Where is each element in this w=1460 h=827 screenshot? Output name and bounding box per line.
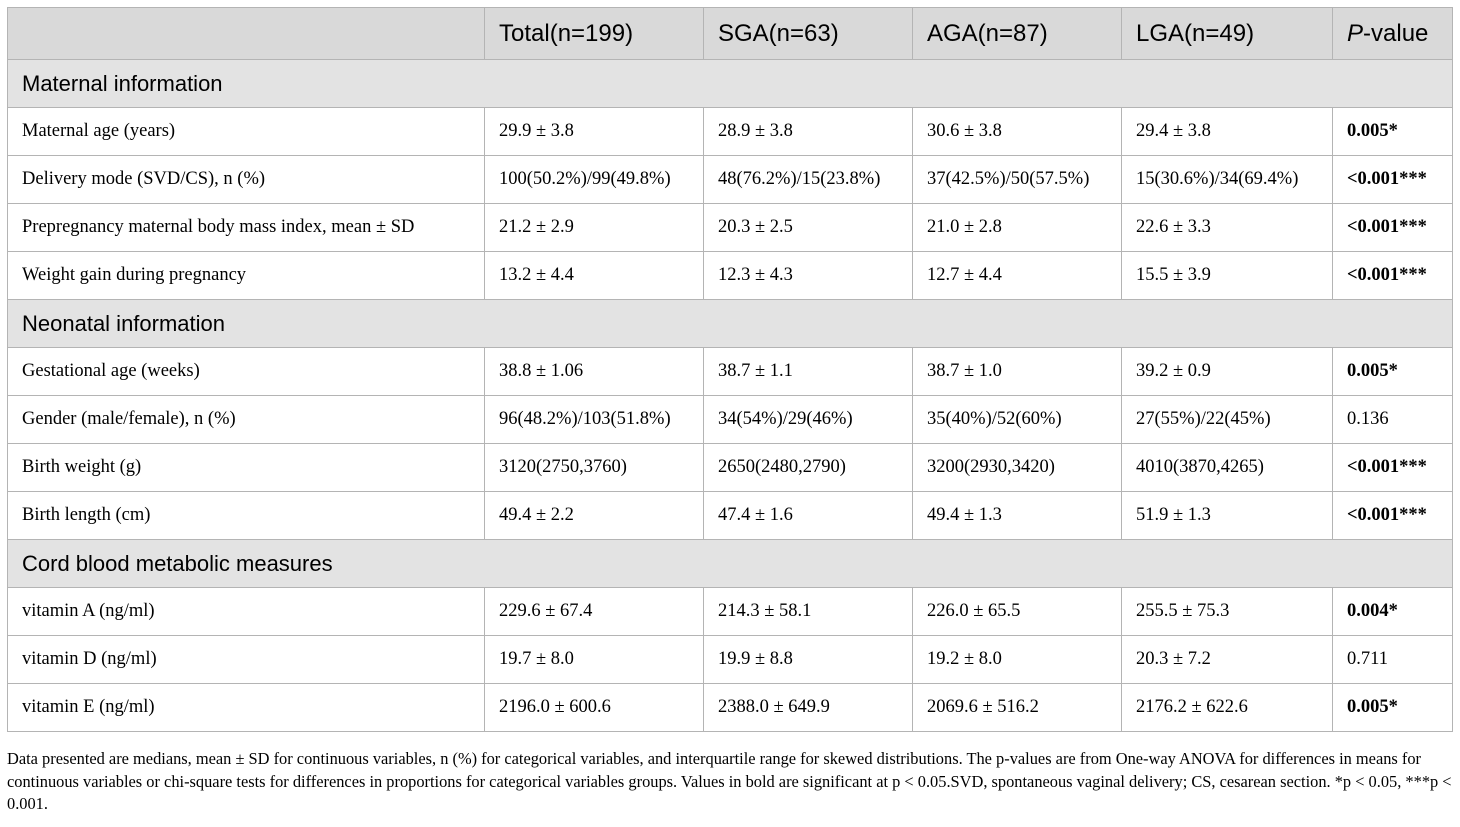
cell-lga: 2176.2 ± 622.6: [1122, 684, 1333, 732]
table-container: [7, 7, 1452, 732]
cell-pvalue: 0.005*: [1333, 348, 1453, 396]
row-label: Gender (male/female), n (%): [8, 396, 485, 444]
cell-aga: 2069.6 ± 516.2: [913, 684, 1122, 732]
cell-aga: 35(40%)/52(60%): [913, 396, 1122, 444]
cell-lga: 51.9 ± 1.3: [1122, 492, 1333, 540]
cell-pvalue: <0.001***: [1333, 156, 1453, 204]
cell-pvalue: <0.001***: [1333, 204, 1453, 252]
cell-total: 3120(2750,3760): [485, 444, 704, 492]
cell-total: 13.2 ± 4.4: [485, 252, 704, 300]
cell-sga: 20.3 ± 2.5: [704, 204, 913, 252]
header-cell-empty: [8, 8, 485, 60]
cell-sga: 38.7 ± 1.1: [704, 348, 913, 396]
cell-pvalue: 0.004*: [1333, 588, 1453, 636]
header-row: [8, 8, 1453, 60]
cell-total: 100(50.2%)/99(49.8%): [485, 156, 704, 204]
table-body: [8, 60, 1453, 732]
cell-lga: 39.2 ± 0.9: [1122, 348, 1333, 396]
data-table: [7, 7, 1453, 732]
row-label: vitamin E (ng/ml): [8, 684, 485, 732]
cell-lga: 27(55%)/22(45%): [1122, 396, 1333, 444]
table-header: [8, 8, 1453, 60]
cell-lga: 4010(3870,4265): [1122, 444, 1333, 492]
cell-aga: 38.7 ± 1.0: [913, 348, 1122, 396]
section-row: [8, 60, 1453, 108]
row-label: Delivery mode (SVD/CS), n (%): [8, 156, 485, 204]
cell-pvalue: 0.136: [1333, 396, 1453, 444]
header-cell-lga: LGA(n=49): [1122, 8, 1333, 60]
header-cell-total: Total(n=199): [485, 8, 704, 60]
cell-pvalue: <0.001***: [1333, 252, 1453, 300]
row-label: Birth weight (g): [8, 444, 485, 492]
cell-lga: 15(30.6%)/34(69.4%): [1122, 156, 1333, 204]
cell-pvalue: 0.005*: [1333, 108, 1453, 156]
cell-aga: 30.6 ± 3.8: [913, 108, 1122, 156]
table-row: [8, 636, 1453, 684]
table-row: [8, 204, 1453, 252]
cell-total: 2196.0 ± 600.6: [485, 684, 704, 732]
cell-lga: 20.3 ± 7.2: [1122, 636, 1333, 684]
table-footnote: Data presented are medians, mean ± SD for continuous variables, n (%) for categorical variables, and interquartile range for skewed distributions. The p-values are from One-way ANOVA for differences in means for continuous variables or chi-square tests for differences in proportions for categorical variables groups. Values in bold are significant at p < 0.05.SVD, spontaneous vaginal delivery; CS, cesarean section. *p < 0.05, ***p < 0.001.: [7, 749, 1452, 813]
table-row: [8, 252, 1453, 300]
cell-pvalue: <0.001***: [1333, 492, 1453, 540]
cell-total: 49.4 ± 2.2: [485, 492, 704, 540]
cell-aga: 49.4 ± 1.3: [913, 492, 1122, 540]
cell-aga: 21.0 ± 2.8: [913, 204, 1122, 252]
cell-sga: 19.9 ± 8.8: [704, 636, 913, 684]
cell-total: 96(48.2%)/103(51.8%): [485, 396, 704, 444]
table-row: [8, 348, 1453, 396]
row-label: Birth length (cm): [8, 492, 485, 540]
cell-total: 229.6 ± 67.4: [485, 588, 704, 636]
cell-sga: 214.3 ± 58.1: [704, 588, 913, 636]
table-row: [8, 156, 1453, 204]
row-label: Maternal age (years): [8, 108, 485, 156]
row-label: vitamin D (ng/ml): [8, 636, 485, 684]
cell-aga: 19.2 ± 8.0: [913, 636, 1122, 684]
cell-total: 38.8 ± 1.06: [485, 348, 704, 396]
section-title: Cord blood metabolic measures: [8, 540, 1453, 588]
pvalue-suffix: -value: [1363, 19, 1429, 47]
cell-sga: 2650(2480,2790): [704, 444, 913, 492]
cell-pvalue: 0.005*: [1333, 684, 1453, 732]
cell-lga: 22.6 ± 3.3: [1122, 204, 1333, 252]
section-row: [8, 300, 1453, 348]
section-row: [8, 540, 1453, 588]
cell-sga: 12.3 ± 4.3: [704, 252, 913, 300]
row-label: Prepregnancy maternal body mass index, mean ± SD: [8, 204, 485, 252]
cell-sga: 47.4 ± 1.6: [704, 492, 913, 540]
table-row: [8, 396, 1453, 444]
cell-aga: 12.7 ± 4.4: [913, 252, 1122, 300]
table-row: [8, 444, 1453, 492]
cell-lga: 29.4 ± 3.8: [1122, 108, 1333, 156]
cell-lga: 15.5 ± 3.9: [1122, 252, 1333, 300]
cell-total: 19.7 ± 8.0: [485, 636, 704, 684]
table-row: [8, 684, 1453, 732]
cell-total: 29.9 ± 3.8: [485, 108, 704, 156]
cell-sga: 34(54%)/29(46%): [704, 396, 913, 444]
cell-pvalue: 0.711: [1333, 636, 1453, 684]
cell-sga: 28.9 ± 3.8: [704, 108, 913, 156]
row-label: Weight gain during pregnancy: [8, 252, 485, 300]
cell-sga: 48(76.2%)/15(23.8%): [704, 156, 913, 204]
cell-sga: 2388.0 ± 649.9: [704, 684, 913, 732]
header-cell-aga: AGA(n=87): [913, 8, 1122, 60]
section-title: Neonatal information: [8, 300, 1453, 348]
row-label: vitamin A (ng/ml): [8, 588, 485, 636]
cell-lga: 255.5 ± 75.3: [1122, 588, 1333, 636]
cell-aga: 3200(2930,3420): [913, 444, 1122, 492]
section-title: Maternal information: [8, 60, 1453, 108]
cell-aga: 37(42.5%)/50(57.5%): [913, 156, 1122, 204]
cell-aga: 226.0 ± 65.5: [913, 588, 1122, 636]
pvalue-italic-p: P: [1347, 19, 1364, 47]
cell-total: 21.2 ± 2.9: [485, 204, 704, 252]
cell-pvalue: <0.001***: [1333, 444, 1453, 492]
header-cell-pvalue: [1333, 8, 1453, 60]
header-cell-sga: SGA(n=63): [704, 8, 913, 60]
table-row: [8, 108, 1453, 156]
table-row: [8, 492, 1453, 540]
table-row: [8, 588, 1453, 636]
row-label: Gestational age (weeks): [8, 348, 485, 396]
